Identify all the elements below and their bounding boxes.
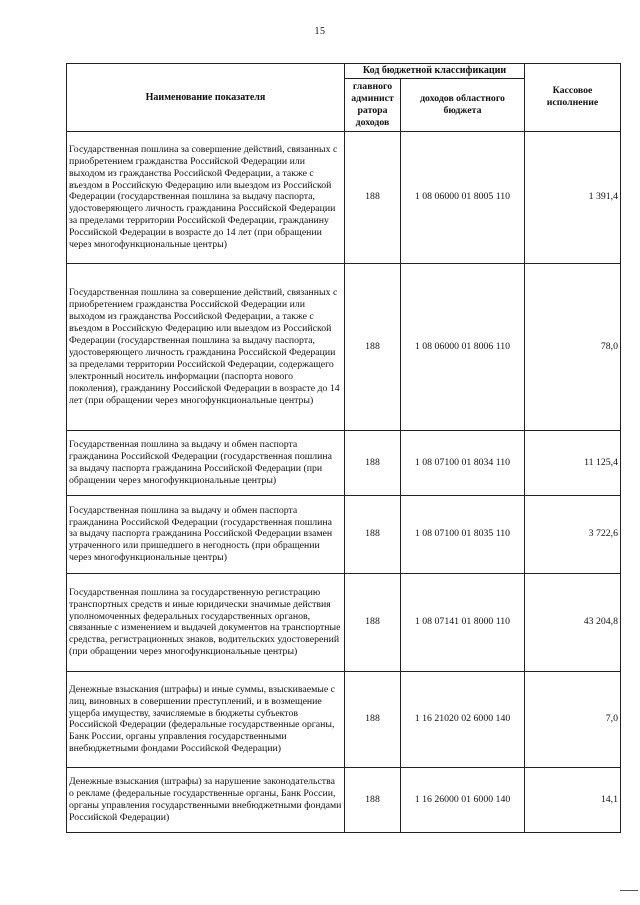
row-admin-code: 188	[345, 671, 401, 767]
row-cash-amount: 14,1	[525, 767, 621, 832]
row-indicator-name: Денежные взыскания (штрафы) и иные суммы, взыскиваемые с лиц, виновных в совершении преступлений, и в возмещение ущерба имуществу, зачисляемые в бюджеты субъектов Российской Федерации (федеральные государственные органы, Банк России, органы управления государственными внебюджетными фондами Российской Федерации)	[67, 671, 345, 767]
row-cash-amount: 11 125,4	[525, 430, 621, 495]
row-admin-code: 188	[345, 131, 401, 263]
row-revenue-code: 1 08 07141 01 8000 110	[401, 573, 525, 671]
row-cash-amount: 43 204,8	[525, 573, 621, 671]
row-revenue-code: 1 08 06000 01 8006 110	[401, 263, 525, 430]
row-revenue-code: 1 08 07100 01 8035 110	[401, 495, 525, 573]
row-indicator-name: Денежные взыскания (штрафы) за нарушение законодательства о рекламе (федеральные государственные органы, Банк России, органы управления государственными внебюджетными фондами Российской Федерации)	[67, 767, 345, 832]
table-row	[67, 671, 621, 767]
header-revenue-code: доходов областного бюджета	[401, 78, 525, 131]
budget-revenue-table	[66, 63, 621, 833]
row-revenue-code: 1 16 26000 01 6000 140	[401, 767, 525, 832]
row-cash-amount: 3 722,6	[525, 495, 621, 573]
table-row	[67, 767, 621, 832]
row-indicator-name: Государственная пошлина за государственную регистрацию транспортных средств и иные юридически значимые действия уполномоченных федеральных государственных органов, связанные с изменением и выдачей документов на транспортные средства, регистрационных знаков, водительских удостоверений (при обращении через многофункциональные центры)	[67, 573, 345, 671]
margin-line	[620, 890, 638, 891]
row-revenue-code: 1 08 07100 01 8034 110	[401, 430, 525, 495]
header-admin-code: главного админист ратора доходов	[345, 78, 401, 131]
table-row	[67, 495, 621, 573]
row-indicator-name: Государственная пошлина за выдачу и обмен паспорта гражданина Российской Федерации (государственная пошлина за выдачу паспорта гражданина Российской Федерации (при обращении через многофункциональные центры)	[67, 430, 345, 495]
header-indicator-name: Наименование показателя	[67, 64, 345, 132]
row-admin-code: 188	[345, 430, 401, 495]
row-revenue-code: 1 08 06000 01 8005 110	[401, 131, 525, 263]
row-admin-code: 188	[345, 573, 401, 671]
row-admin-code: 188	[345, 767, 401, 832]
table-row	[67, 263, 621, 430]
table-row	[67, 430, 621, 495]
header-cash-execution: Кассовое исполнение	[525, 64, 621, 132]
row-indicator-name: Государственная пошлина за совершение действий, связанных с приобретением гражданства Российской Федерации или выходом из гражданства Российской Федерации, а также с въездом в Российскую Федерацию или выездом из Российской Федерации (государственная пошлина за выдачу паспорта, удостоверяющего личность гражданина Российской Федерации за пределами территории Российской Федерации, гражданину Российской Федерации в возрасте до 14 лет (при обращении через многофункциональные центры)	[67, 131, 345, 263]
table-row	[67, 131, 621, 263]
header-budget-code-group: Код бюджетной классификации	[345, 64, 525, 79]
row-admin-code: 188	[345, 263, 401, 430]
row-admin-code: 188	[345, 495, 401, 573]
row-cash-amount: 7,0	[525, 671, 621, 767]
row-indicator-name: Государственная пошлина за совершение действий, связанных с приобретением гражданства Российской Федерации или выходом из гражданства Российской Федерации, а также с въездом в Российскую Федерацию или выездом из Российской Федерации (государственная пошлина за выдачу паспорта, удостоверяющего личность гражданина Российской Федерации за пределами территории Российской Федерации, содержащего электронный носитель информации (паспорта нового поколения), гражданину Российской Федерации в возрасте до 14 лет (при обращении через многофункциональные центры)	[67, 263, 345, 430]
row-revenue-code: 1 16 21020 02 6000 140	[401, 671, 525, 767]
row-cash-amount: 1 391,4	[525, 131, 621, 263]
table-row	[67, 573, 621, 671]
page-number: 15	[314, 26, 326, 37]
row-cash-amount: 78,0	[525, 263, 621, 430]
row-indicator-name: Государственная пошлина за выдачу и обмен паспорта гражданина Российской Федерации (государственная пошлина за выдачу паспорта гражданина Российской Федерации взамен утраченного или пришедшего в негодность (при обращении через многофункциональные центры)	[67, 495, 345, 573]
